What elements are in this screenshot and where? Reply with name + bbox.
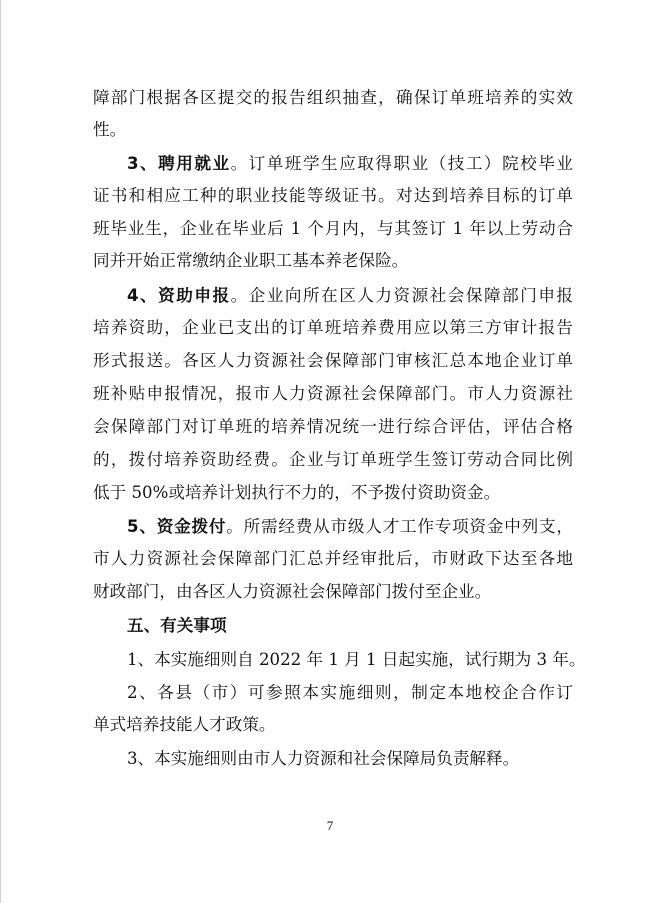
paragraph-line: 3、本实施细则由市人力资源和社会保障局负责解释。 xyxy=(127,749,520,768)
paragraph-line xyxy=(127,512,573,542)
inline-text: 。订单班学生应取得职业（技工）院校毕业 xyxy=(230,154,574,173)
paragraph-line: 的，拨付培养资助经费。企业与订单班学生签订劳动合同比例 xyxy=(93,450,573,469)
inline-heading: 4、资助申报 xyxy=(127,286,231,305)
paragraph-line: 证书和相应工种的职业技能等级证书。对达到培养目标的订单 xyxy=(93,186,573,205)
paragraph-line: 1、本实施细则自 2022 年 1 月 1 日起实施，试行期为 3 年。 xyxy=(127,650,586,669)
paragraph-line: 同并开始正常缴纳企业职工基本养老保险。 xyxy=(93,251,409,270)
paragraph-line: 低于 50%或培养计划执行不力的，不予拨付资助资金。 xyxy=(93,483,501,502)
paragraph-line: 班毕业生，企业在毕业后 1 个月内，与其签订 1 年以上劳动合 xyxy=(93,219,573,238)
page-number: 7 xyxy=(326,818,334,833)
inline-text: 。所需经费从市级人才工作专项资金中列支， xyxy=(226,517,574,536)
paragraph-line: 财政部门，由各区人力资源社会保障部门拨付至企业。 xyxy=(93,582,492,601)
paragraph-line xyxy=(127,281,573,311)
paragraph-line: 市人力资源社会保障部门汇总并经审批后，市财政下达至各地 xyxy=(93,549,573,568)
paragraph-line: 班补贴申报情况，报市人力资源社会保障部门。市人力资源社 xyxy=(93,384,573,403)
paragraph-line: 会保障部门对订单班的培养情况统一进行综合评估，评估合格 xyxy=(93,417,573,436)
paragraph-line: 培养资助，企业已支出的订单班培养费用应以第三方审计报告 xyxy=(93,318,573,337)
inline-heading: 3、聘用就业 xyxy=(127,154,231,173)
paragraph-line xyxy=(127,149,573,179)
paragraph-line: 性。 xyxy=(93,120,127,139)
paragraph-line: 形式报送。各区人力资源社会保障部门审核汇总本地企业订单 xyxy=(93,351,573,370)
paragraph-line: 单式培养技能人才政策。 xyxy=(93,715,276,734)
paragraph-line: 障部门根据各区提交的报告组织抽查，确保订单班培养的实效 xyxy=(93,88,573,107)
inline-text: 。企业向所在区人力资源社会保障部门申报 xyxy=(230,286,574,305)
section-title: 五、有关事项 xyxy=(127,616,227,635)
inline-heading: 5、资金拨付 xyxy=(127,517,227,536)
paragraph-line: 2、各县（市）可参照本实施细则，制定本地校企合作订 xyxy=(127,683,573,702)
